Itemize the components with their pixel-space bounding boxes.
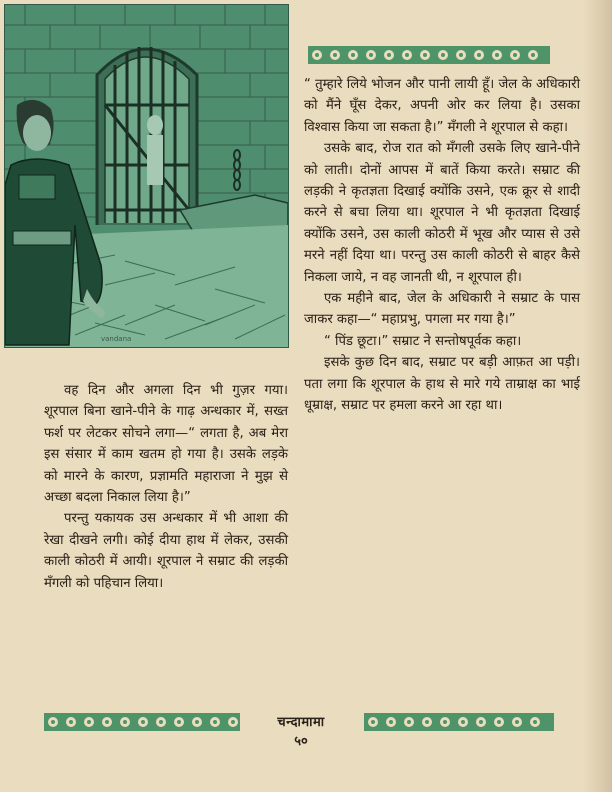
ornament-pattern [364,713,554,731]
svg-text:vandana: vandana [101,335,132,343]
page-spine-shadow [582,0,612,792]
paragraph: वह दिन और अगला दिन भी गुज़र गया। शूरपाल बिना खाने-पीने के गाढ़ अन्धकार में, सख्त फर्श पर लेटकर सोचने लगा—“ लगता है, अब मेरा इस संसार में काम खतम हो गया है। उसके लड़के को मारने के कारण, प्रज्ञामति महाराजा ने मुझ से अच्छा बदला निकाल लिया है।” [44,383,288,506]
dungeon-drawing [5,5,288,347]
left-column-text [44,380,288,594]
dungeon-illustration [4,4,289,348]
paragraph: इसके कुछ दिन बाद, सम्राट पर बड़ी आफ़त आ पड़ी। पता लगा कि शूरपाल के हाथ से मारे गये ताम्राक्ष का भाई धूम्राक्ष, सम्राट पर हमला करने आ रहा था। [304,355,580,414]
paragraph: “ पिंड छूटा।” सम्राट ने सन्तोषपूर्वक कहा। [324,333,522,349]
ornament-pattern [308,46,550,64]
page-number: ५० [294,734,308,749]
ornament-border-bottom-left [44,713,240,731]
paragraph: “ तुम्हारे लिये भोजन और पानी लायी हूँ। जेल के अधिकारी को मैंने घूँस देकर, अपनी ओर कर लिया है। उसका विश्वास किया जा सकता है।” मँगली ने शूरपाल से कहा। [304,77,580,135]
ornament-pattern [44,713,240,731]
paragraph: उसके बाद, रोज रात को मँगली उसके लिए खाने-पीने को लाती। दोनों आपस में बातें किया करते। सम्राट की लड़की ने कृतज्ञता दिखाई क्योंकि उसने, एक क्रूर से शादी करने से बचा लिया था। शूरपाल ने भी कृतज्ञता दिखाई क्योंकि उसने, उस काली कोठरी में भूख और प्यास से उसे मरने नहीं दिया था। परन्तु उस काली कोठरी से बाहर कैसे निकला जाये, न वह जानती थी, न शूरपाल ही। [304,141,580,285]
ornament-border-bottom-right [364,713,554,731]
magazine-name: चन्दामामा [277,715,325,730]
paragraph: परन्तु यकायक उस अन्धकार में भी आशा की रेखा दीखने लगी। कोई दीया हाथ में लेकर, उसकी काली कोठरी में आयी। शूरपाल ने सम्राट की लड़की मँगली को पहिचान लिया। [44,511,288,591]
ornament-border-top [308,46,550,64]
paragraph: एक महीने बाद, जेल के अधिकारी ने सम्राट के पास जाकर कहा—“ महाप्रभु, पगला मर गया है।” [304,291,580,328]
right-column-text [304,74,580,417]
